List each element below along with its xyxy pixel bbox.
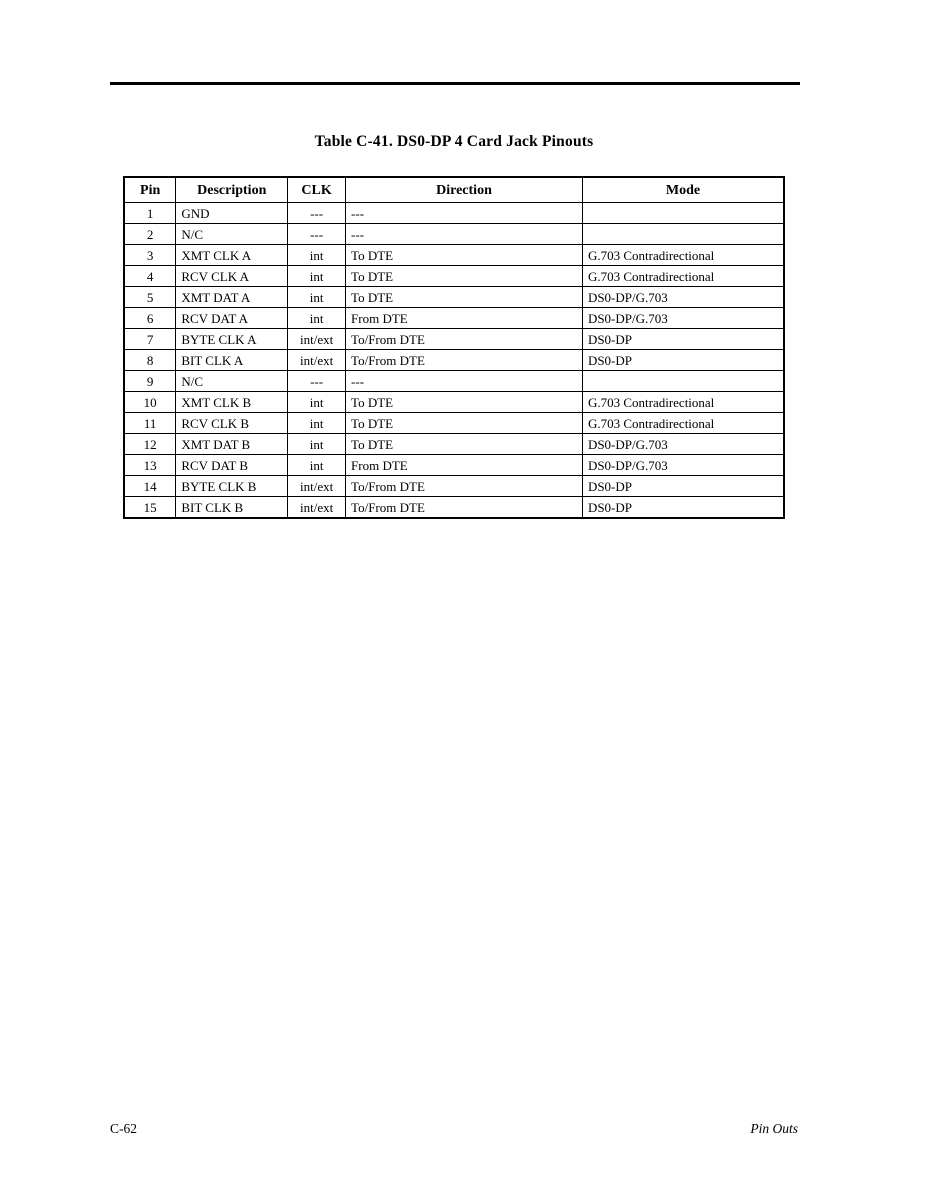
cell-mode: [582, 203, 784, 224]
column-header-direction: Direction: [346, 177, 583, 203]
cell-description: BYTE CLK B: [176, 476, 288, 497]
cell-direction: ---: [346, 203, 583, 224]
cell-pin: 14: [124, 476, 176, 497]
cell-mode: DS0-DP: [582, 350, 784, 371]
cell-clk: int: [288, 392, 346, 413]
cell-clk: int: [288, 455, 346, 476]
cell-description: RCV CLK B: [176, 413, 288, 434]
cell-direction: To/From DTE: [346, 497, 583, 519]
table-row: [124, 371, 784, 392]
cell-clk: int/ext: [288, 329, 346, 350]
column-header-pin: Pin: [124, 177, 176, 203]
cell-direction: To/From DTE: [346, 329, 583, 350]
cell-pin: 6: [124, 308, 176, 329]
cell-mode: DS0-DP/G.703: [582, 308, 784, 329]
table-header-row: [124, 177, 784, 203]
footer-section-label: Pin Outs: [750, 1121, 798, 1136]
table-row: [124, 455, 784, 476]
cell-description: RCV DAT A: [176, 308, 288, 329]
cell-pin: 11: [124, 413, 176, 434]
table-row: [124, 329, 784, 350]
top-horizontal-rule: [110, 82, 800, 85]
table-row: [124, 350, 784, 371]
table-body: [124, 203, 784, 519]
cell-mode: DS0-DP/G.703: [582, 287, 784, 308]
cell-direction: To DTE: [346, 245, 583, 266]
cell-mode: DS0-DP/G.703: [582, 455, 784, 476]
cell-description: N/C: [176, 224, 288, 245]
cell-description: XMT CLK A: [176, 245, 288, 266]
pinout-table: [123, 176, 785, 519]
table-row: [124, 245, 784, 266]
cell-clk: int/ext: [288, 350, 346, 371]
table-row: [124, 266, 784, 287]
cell-clk: ---: [288, 371, 346, 392]
column-header-mode: Mode: [582, 177, 784, 203]
cell-mode: DS0-DP/G.703: [582, 434, 784, 455]
cell-direction: ---: [346, 224, 583, 245]
cell-direction: To DTE: [346, 266, 583, 287]
cell-direction: To DTE: [346, 392, 583, 413]
cell-mode: G.703 Contradirectional: [582, 392, 784, 413]
table-row: [124, 308, 784, 329]
cell-clk: int/ext: [288, 476, 346, 497]
cell-clk: int: [288, 287, 346, 308]
cell-pin: 9: [124, 371, 176, 392]
cell-clk: int: [288, 245, 346, 266]
table-row: [124, 476, 784, 497]
cell-clk: ---: [288, 203, 346, 224]
cell-description: GND: [176, 203, 288, 224]
cell-clk: ---: [288, 224, 346, 245]
cell-direction: To DTE: [346, 434, 583, 455]
cell-pin: 15: [124, 497, 176, 519]
cell-pin: 4: [124, 266, 176, 287]
cell-mode: G.703 Contradirectional: [582, 266, 784, 287]
cell-pin: 2: [124, 224, 176, 245]
cell-clk: int: [288, 308, 346, 329]
cell-mode: [582, 224, 784, 245]
cell-pin: 1: [124, 203, 176, 224]
cell-pin: 7: [124, 329, 176, 350]
cell-pin: 5: [124, 287, 176, 308]
cell-description: XMT DAT B: [176, 434, 288, 455]
cell-mode: G.703 Contradirectional: [582, 245, 784, 266]
cell-pin: 10: [124, 392, 176, 413]
cell-clk: int: [288, 266, 346, 287]
cell-mode: DS0-DP: [582, 476, 784, 497]
cell-pin: 8: [124, 350, 176, 371]
cell-description: BIT CLK A: [176, 350, 288, 371]
cell-pin: 3: [124, 245, 176, 266]
cell-mode: DS0-DP: [582, 329, 784, 350]
table-row: [124, 203, 784, 224]
table-title: Table C-41. DS0-DP 4 Card Jack Pinouts: [314, 133, 594, 150]
cell-pin: 13: [124, 455, 176, 476]
cell-mode: DS0-DP: [582, 497, 784, 519]
column-header-description: Description: [176, 177, 288, 203]
cell-direction: To/From DTE: [346, 350, 583, 371]
cell-description: RCV CLK A: [176, 266, 288, 287]
cell-mode: G.703 Contradirectional: [582, 413, 784, 434]
cell-direction: To/From DTE: [346, 476, 583, 497]
cell-description: RCV DAT B: [176, 455, 288, 476]
cell-direction: ---: [346, 371, 583, 392]
table-row: [124, 287, 784, 308]
page-number: C-62: [110, 1121, 137, 1136]
table-row: [124, 497, 784, 519]
cell-direction: To DTE: [346, 287, 583, 308]
cell-description: BIT CLK B: [176, 497, 288, 519]
table-row: [124, 434, 784, 455]
cell-direction: From DTE: [346, 308, 583, 329]
cell-clk: int/ext: [288, 497, 346, 519]
cell-description: XMT CLK B: [176, 392, 288, 413]
table-row: [124, 413, 784, 434]
cell-clk: int: [288, 413, 346, 434]
cell-description: XMT DAT A: [176, 287, 288, 308]
cell-pin: 12: [124, 434, 176, 455]
cell-description: N/C: [176, 371, 288, 392]
cell-mode: [582, 371, 784, 392]
cell-description: BYTE CLK A: [176, 329, 288, 350]
table-row: [124, 224, 784, 245]
column-header-clk: CLK: [288, 177, 346, 203]
cell-direction: To DTE: [346, 413, 583, 434]
table-row: [124, 392, 784, 413]
cell-direction: From DTE: [346, 455, 583, 476]
cell-clk: int: [288, 434, 346, 455]
